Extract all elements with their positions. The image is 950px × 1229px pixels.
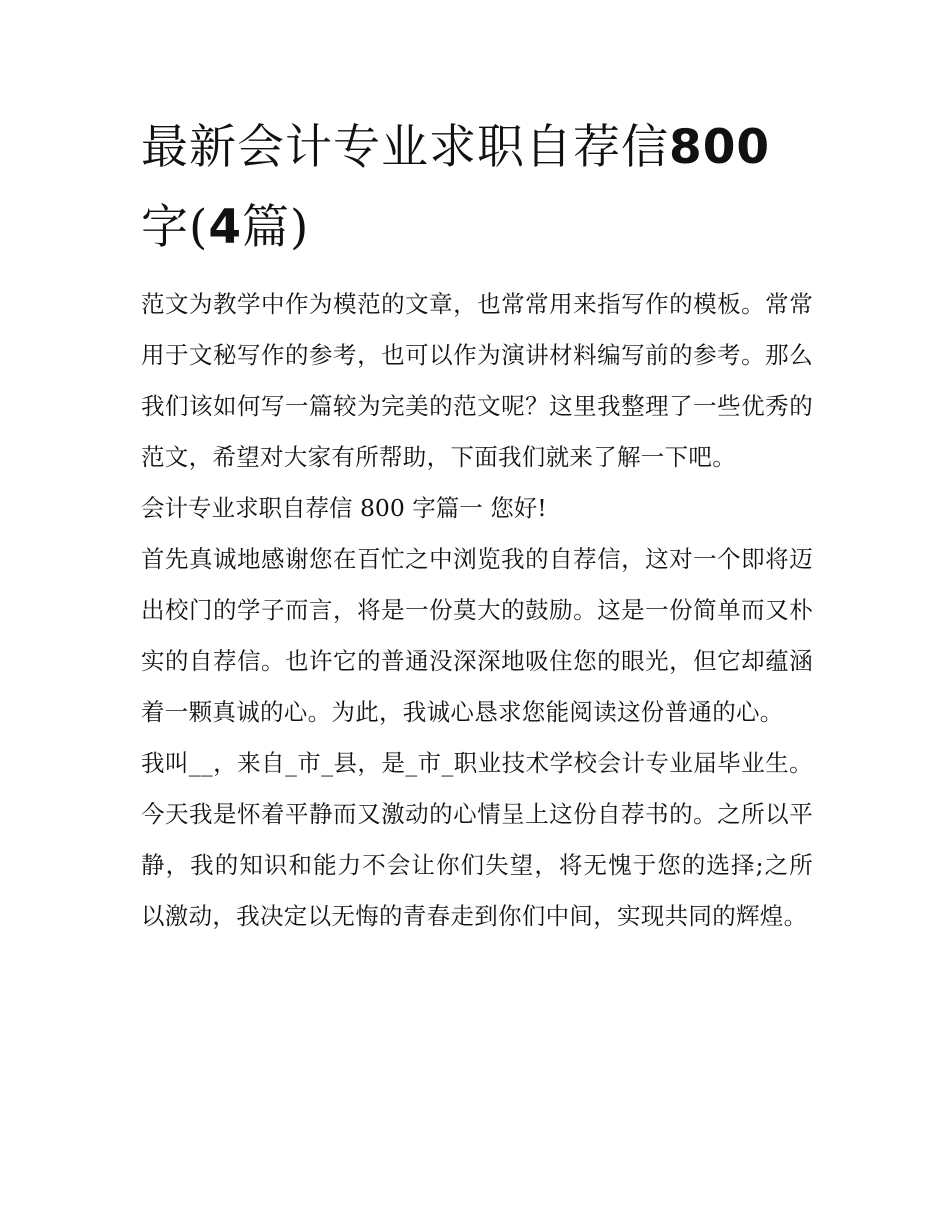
document-title: [141, 108, 813, 268]
intro-paragraph: 范文为教学中作为模范的文章，也常常用来指写作的模板。常常用于文秘写作的参考，也可以作为演讲材料编写前的参考。那么我们该如何写一篇较为完美的范文呢？这里我整理了一些优秀的范文，希望对大家有所帮助，下面我们就来了解一下吧。: [141, 290, 813, 471]
title-count: 4: [208, 200, 243, 255]
body-paragraph-2: 我叫__，来自_市_县，是_市_职业技术学校会计专业届毕业生。今天我是怀着平静而又激动的心情呈上这份自荐书的。之所以平静，我的知识和能力不会让你们失望，将无愧于您的选择;之所以激动，我决定以无悔的青春走到你们中间，实现共同的辉煌。: [141, 749, 813, 930]
title-text: 最新会计专业求职自荐信: [141, 120, 669, 175]
title-text-2a: 字(: [141, 200, 209, 255]
title-number: 800: [669, 120, 771, 175]
body-paragraph-1: 首先真诚地感谢您在百忙之中浏览我的自荐信，这对一个即将迈出校门的学子而言，将是一份莫大的鼓励。这是一份简单而又朴实的自荐信。也许它的普通没深深地吸住您的眼光，但它却蕴涵着一颗真诚的心。为此，我诚心恳求您能阅读这份普通的心。: [141, 545, 813, 726]
title-text-2b: 篇): [242, 200, 310, 255]
title-line-1: [141, 120, 770, 175]
document-body: [141, 279, 813, 942]
document-page: [141, 108, 813, 942]
title-line-2: [141, 200, 309, 255]
section-heading: 会计专业求职自荐信 800 字篇一 您好!: [141, 494, 547, 522]
